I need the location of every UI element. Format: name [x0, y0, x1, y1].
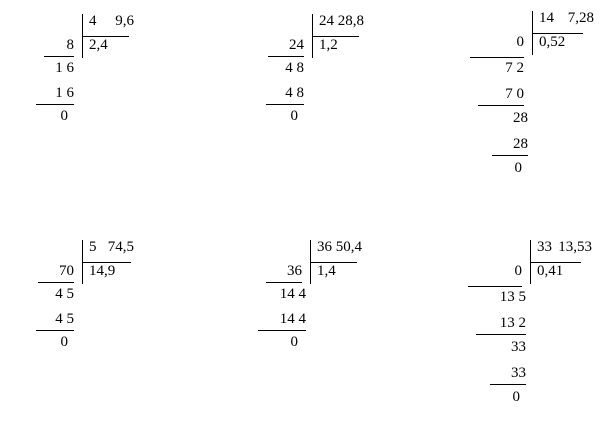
- problem-3-step-4: 28: [513, 110, 528, 126]
- problem-2-step-3: 4 8: [285, 85, 304, 101]
- problem-6-dividend: 13,53: [558, 239, 592, 255]
- problem-4-step-1: 70: [59, 263, 74, 279]
- problem-6-remainder: 0: [512, 389, 520, 405]
- division-problem-5: [248, 239, 368, 350]
- problem-6-quotient: 0,41: [537, 263, 564, 279]
- problem-1-step-3: 1 6: [55, 85, 74, 101]
- problem-5-step-rule-2: [258, 330, 306, 331]
- problem-4-divisor: 5: [89, 239, 97, 255]
- division-problem-3: [470, 10, 600, 176]
- problem-1-divisor: 4: [89, 13, 97, 29]
- problem-2-step-1: 24: [289, 37, 304, 53]
- problem-6-step-rule-1: [468, 286, 522, 287]
- problem-4-remainder: 0: [60, 334, 68, 350]
- problem-5-quotient: 1,4: [317, 263, 336, 279]
- problem-3-dividend: 7,28: [567, 10, 594, 26]
- problem-3-remainder: 0: [514, 160, 522, 176]
- problem-1-step-rule-2: [36, 104, 74, 105]
- problem-5-step-rule-1: [266, 282, 302, 283]
- problem-5-divisor: 36: [317, 239, 332, 255]
- problem-1-remainder: 0: [60, 108, 68, 124]
- problem-6-step-5: 33: [511, 365, 526, 381]
- problem-6-step-3: 13 2: [499, 315, 526, 331]
- problem-4-quotient: 14,9: [89, 263, 116, 279]
- problem-5-step-3: 14 4: [279, 311, 306, 327]
- problem-2-quotient: 1,2: [319, 37, 338, 53]
- problem-3-step-3: 7 0: [505, 86, 524, 102]
- problem-5-header: [248, 240, 368, 260]
- problem-3-header: [470, 11, 600, 31]
- problem-3-divisor: 14: [539, 10, 554, 26]
- problem-5-step-1: 36: [287, 263, 302, 279]
- problem-1-dividend: 9,6: [115, 13, 134, 29]
- division-problem-2: [250, 13, 370, 124]
- problem-2-dividend: 28,8: [337, 13, 364, 29]
- problem-6-step-rule-2: [476, 334, 526, 335]
- problem-6-step-2: 13 5: [499, 289, 526, 305]
- division-problem-6: [468, 239, 598, 405]
- problem-6-header: [468, 240, 598, 260]
- problem-3-quotient: 0,52: [539, 34, 566, 50]
- problem-3-step-rule-3: [492, 155, 528, 156]
- problem-2-divisor: 24: [319, 13, 334, 29]
- problem-3-step-2: 7 2: [505, 60, 524, 76]
- problem-3-step-5: 28: [513, 136, 528, 152]
- division-problem-1: [20, 13, 140, 124]
- problem-3-step-1: 0: [516, 34, 524, 50]
- problem-4-step-rule-2: [36, 330, 74, 331]
- problem-1-quotient: 2,4: [89, 37, 108, 53]
- problem-1-step-1: 8: [66, 37, 74, 53]
- problem-4-step-2: 4 5: [55, 286, 74, 302]
- problem-3-step-rule-2: [478, 105, 524, 106]
- problem-2-header: [250, 14, 370, 34]
- problem-5-remainder: 0: [290, 334, 298, 350]
- problem-1-step-rule-1: [44, 56, 74, 57]
- problem-2-step-2: 4 8: [285, 60, 304, 76]
- problem-4-header: [20, 240, 140, 260]
- problem-2-step-rule-2: [266, 104, 304, 105]
- problem-4-step-rule-1: [38, 282, 74, 283]
- problem-1-step-2: 1 6: [55, 60, 74, 76]
- problem-6-step-rule-3: [490, 384, 526, 385]
- division-problem-4: [20, 239, 140, 350]
- problem-2-remainder: 0: [290, 108, 298, 124]
- problem-4-dividend: 74,5: [107, 239, 134, 255]
- problem-4-step-3: 4 5: [55, 311, 74, 327]
- problem-1-header: [20, 14, 140, 34]
- problem-2-step-rule-1: [268, 56, 304, 57]
- problem-6-divisor: 33: [537, 239, 552, 255]
- problem-5-step-2: 14 4: [279, 286, 306, 302]
- problem-3-step-rule-1: [470, 57, 524, 58]
- problem-5-dividend: 50,4: [335, 239, 362, 255]
- problem-6-step-4: 33: [511, 339, 526, 355]
- problem-6-step-1: 0: [514, 263, 522, 279]
